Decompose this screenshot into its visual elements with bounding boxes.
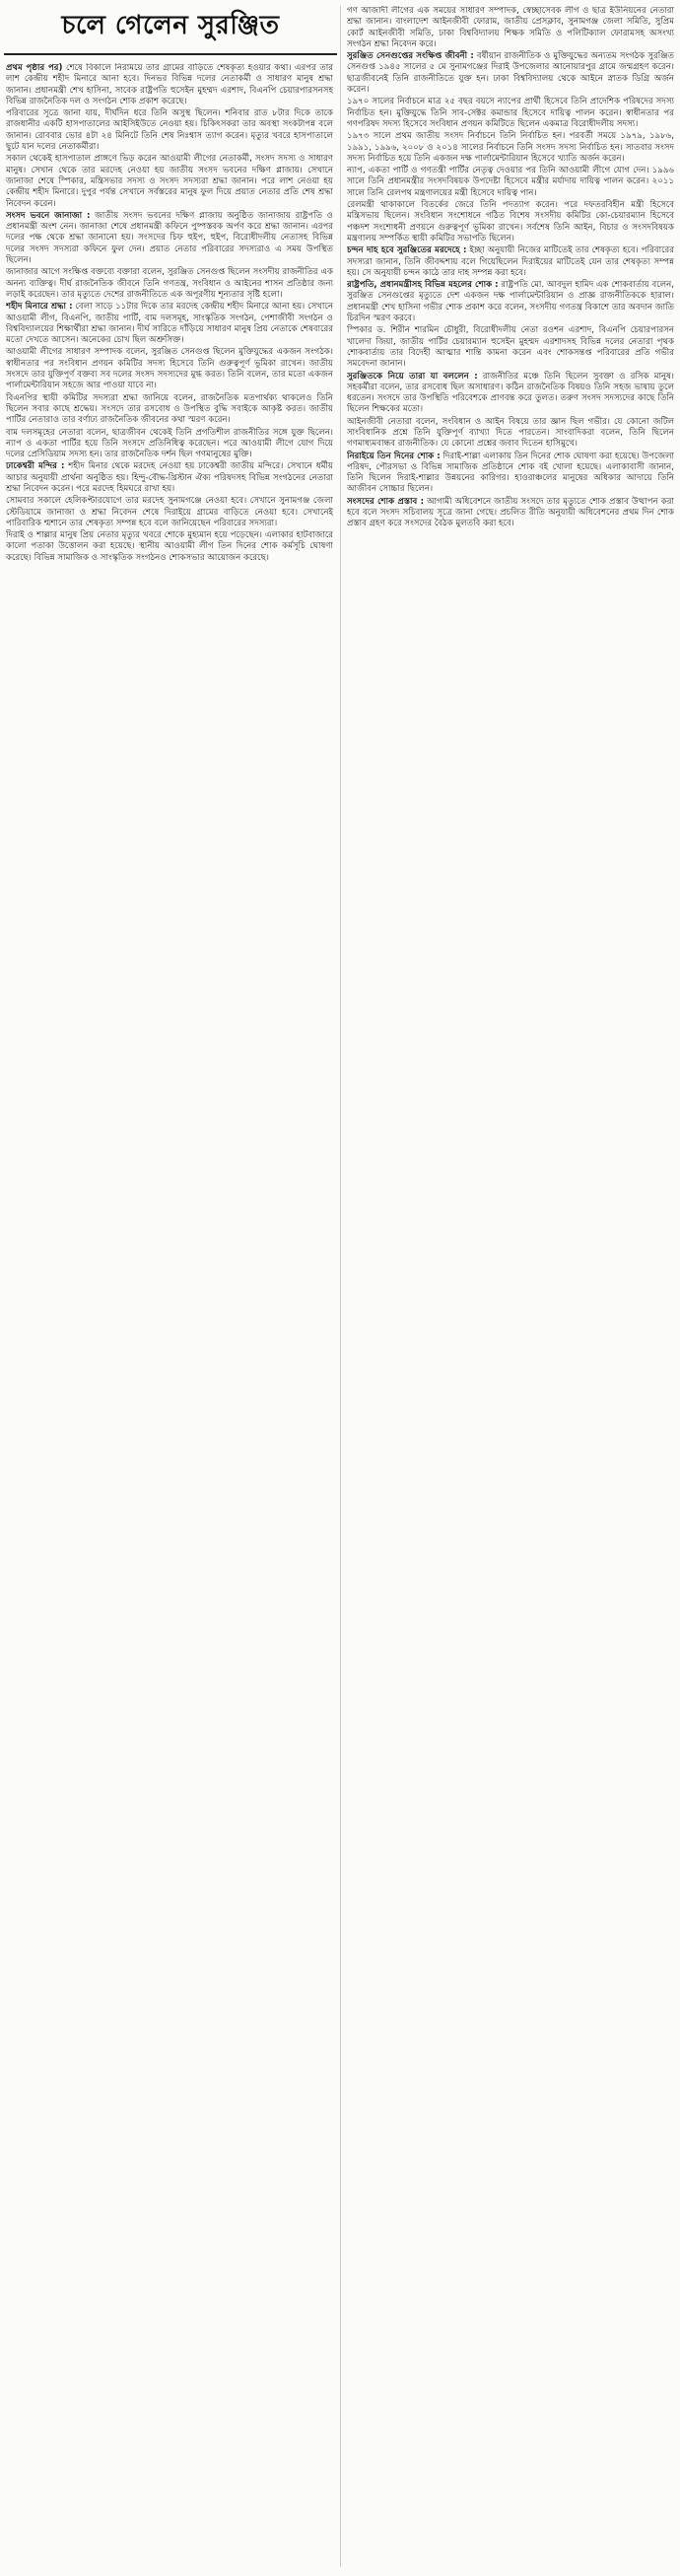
subheading: সুরঞ্জিতকে নিয়ে তারা যা বললেন : bbox=[347, 371, 478, 382]
article-paragraph bbox=[6, 154, 333, 209]
paragraph-text: আগামী অধিবেশনে জাতীয় সংসদে তার মৃত্যুতে শোক প্রস্তাব উত্থাপন করা হবে বলে সংসদ সচিবালয় সূত্রে জানা গেছে। প্রচলিত রীতি অনুযায়ী অধিবেশনের প্রথম দিন শোক প্রস্তাব গ্রহণ করে সংসদের বৈঠক মুলতবি করা হবে। bbox=[347, 496, 674, 529]
article-paragraph bbox=[6, 302, 333, 346]
subheading: প্রথম পৃষ্ঠার পর) bbox=[6, 63, 63, 73]
article-paragraph bbox=[347, 131, 674, 165]
paragraph-text: আইনজীবী নেতারা বলেন, সংবিধান ও আইন বিষয়ে তার জ্ঞান ছিল গভীর। যে কোনো জটিল সাংবিধানিক প্রশ্নে তিনি যুক্তিপূর্ণ ব্যাখ্যা দিতে পারতেন। সাংবাদিকরা বলেন, তিনি ছিলেন গণমাধ্যমবান্ধব রাজনীতিক। যে কোনো প্রশ্নের জবাব দিতেন হাসিমুখে। bbox=[347, 416, 674, 450]
paragraph-text: গণ আজাদী লীগের এক সময়ের সাধারণ সম্পাদক, স্বেচ্ছাসেবক লীগ ও ছাত্র ইউনিয়নের নেতারা শ্রদ্ধা জানান। বাংলাদেশ আইনজীবী ফোরাম, জাতীয় প্রেসক্লাব, সুনামগঞ্জ জেলা সমিতি, সুপ্রিম কোর্ট আইনজীবী সমিতি, ঢাকা বিশ্ববিদ্যালয় শিক্ষক সমিতি ও পলিটিক্যাল ফোরামসহ অসংখ্য সংগঠন শ্রদ্ধা নিবেদন করে। bbox=[347, 6, 674, 49]
paragraph-text: সকাল থেকেই হাসপাতাল প্রাঙ্গণে ভিড় করেন আওয়ামী লীগের নেতাকর্মী, সংসদ সদস্য ও সাধারণ মানুষ। সেখান থেকে তার মরদেহ নেওয়া হয় জাতীয় সংসদ ভবনের দক্ষিণ প্লাজায়। সেখানে জানাজা শেষে স্পিকার, মন্ত্রিসভার সদস্য ও সংসদ সদস্যরা শ্রদ্ধা জানান। পরে লাশ নেওয়া হয় কেন্দ্রীয় শহীদ মিনারে। দুপুর পর্যন্ত সেখানে সর্বস্তরের মানুষ ফুল দিয়ে প্রয়াত নেতার প্রতি শেষ শ্রদ্ধা নিবেদন করেন। bbox=[6, 154, 333, 209]
paragraph-text: দিরাই ও শাল্লার মানুষ প্রিয় নেতার মৃত্যুর খবরে শোকে মুহ্যমান হয়ে পড়েছেন। এলাকার হাটবাজারে কালো পতাকা উত্তোলন করা হয়েছে। স্থানীয় আওয়ামী লীগ তিন দিনের শোক কর্মসূচি ঘোষণা করেছে। বিভিন্ন সামাজিক ও সাংস্কৃতিক সংগঠনও শোকসভার আয়োজন করেছে। bbox=[6, 530, 333, 563]
subheading: ঢাকেশ্বরী মন্দির : bbox=[6, 461, 65, 472]
paragraph-text: শহীদ মিনার থেকে মরদেহ নেওয়া হয় ঢাকেশ্বরী জাতীয় মন্দিরে। সেখানে ধর্মীয় আচার অনুযায়ী প্রার্থনা অনুষ্ঠিত হয়। হিন্দু-বৌদ্ধ-খ্রিস্টান ঐক্য পরিষদসহ বিভিন্ন সংগঠনের নেতারা শ্রদ্ধা নিবেদন করেন। পরে মরদেহ হিমঘরে রাখা হয়। bbox=[6, 461, 333, 494]
paragraph-text: স্পিকার ড. শিরীন শারমিন চৌধুরী, বিরোধীদলীয় নেতা রওশন এরশাদ, বিএনপি চেয়ারপারসন খালেদা জিয়া, জাতীয় পার্টির চেয়ারম্যান হুসেইন মুহম্মদ এরশাদসহ বিভিন্ন দলের নেতারা পৃথক শোকবার্তায় তার বিদেহী আত্মার শান্তি কামনা করেন এবং শোকসন্তপ্ত পরিবারের প্রতি গভীর সমবেদনা জানান। bbox=[347, 325, 674, 370]
paragraph-text: ১৯৭০ সালের নির্বাচনে মাত্র ২৫ বছর বয়সে ন্যাপের প্রার্থী হিসেবে তিনি প্রাদেশিক পরিষদের সদস্য নির্বাচিত হন। মুক্তিযুদ্ধে তিনি সাব-সেক্টর কমান্ডার হিসেবে দায়িত্ব পালন করেন। স্বাধীনতার পর গণপরিষদ সদস্য হিসেবে সংবিধান প্রণয়ন কমিটিতে ছিলেন একমাত্র বিরোধীদলীয় সদস্য। bbox=[347, 97, 674, 129]
subheading: শহীদ মিনারে শ্রদ্ধা : bbox=[6, 302, 73, 313]
subheading: সুরঞ্জিত সেনগুপ্তের সংক্ষিপ্ত জীবনী : bbox=[347, 51, 474, 62]
paragraph-text: রাজনীতির মঞ্চে তিনি ছিলেন সুবক্তা ও রসিক মানুষ। সহকর্মীরা বলেন, তার রসবোধ ছিল অসাধারণ। কঠিন রাজনৈতিক বিষয়ও তিনি সহজ ভাষায় তুলে ধরতেন। সংসদে তার উপস্থিতি পরিবেশকে প্রাণবন্ত করে তুলত। তরুণ সংসদ সদস্যদের কাছে তিনি ছিলেন শিক্ষকের মতো। bbox=[347, 371, 674, 415]
paragraph-text: ইচ্ছা অনুযায়ী নিজের মাটিতেই তার শেষকৃত্য হবে। পরিবারের সদস্যরা জানান, তিনি জীবদ্দশায় বলে গিয়েছিলেন দিরাইয়ের মাটিতেই যেন তার শেষকৃত্য সম্পন্ন হয়। সে অনুযায়ী চন্দন কাঠে তার দাহ সম্পন্ন করা হবে। bbox=[347, 245, 674, 278]
subheading: সংসদের শোক প্রস্তাব : bbox=[347, 496, 425, 507]
paragraph-text: বিএনপির স্থায়ী কমিটির সদস্যরা শ্রদ্ধা জানিয়ে বলেন, রাজনৈতিক মতপার্থক্য থাকলেও তিনি ছিলেন সবার কাছে শ্রদ্ধেয়। সংসদে তার রসবোধ ও উপস্থিত বুদ্ধি সবাইকে আকৃষ্ট করত। জাতীয় পার্টির নেতারাও তার বর্ণাঢ্য রাজনৈতিক জীবনের কথা স্মরণ করেন। bbox=[6, 392, 333, 426]
left-column bbox=[6, 63, 333, 2567]
article-paragraph bbox=[347, 200, 674, 244]
paragraph-text: ন্যাপ, একতা পার্টি ও গণতন্ত্রী পার্টির নেতৃত্ব দেওয়ার পর তিনি আওয়ামী লীগে যোগ দেন। ১৯৯৬ সালে তিনি প্রধানমন্ত্রীর সংসদবিষয়ক উপদেষ্টা হিসেবে মন্ত্রীর মর্যাদায় দায়িত্ব পালন করেন। ২০১১ সালে তিনি রেলপথ মন্ত্রণালয়ের মন্ত্রী হিসেবে দায়িত্ব পান। bbox=[347, 166, 674, 198]
paragraph-text: সোমবার সকালে হেলিকপ্টারযোগে তার মরদেহ সুনামগঞ্জে নেওয়া হবে। সেখানে সুনামগঞ্জ জেলা স্টেডিয়ামে জানাজা ও শ্রদ্ধা নিবেদন শেষে দিরাইয়ে গ্রামের বাড়িতে নেওয়া হবে। সেখানেই পারিবারিক শ্মশানে তার শেষকৃত্য সম্পন্ন হবে বলে জানিয়েছেন পরিবারের সদস্যরা। bbox=[6, 496, 333, 528]
paragraph-text: ১৯৭৩ সালে প্রথম জাতীয় সংসদ নির্বাচনে তিনি নির্বাচিত হন। পরবর্তী সময়ে ১৯৭৯, ১৯৮৬, ১৯৯১, ১৯৯৬, ২০০৮ ও ২০১৪ সালের নির্বাচনে তিনি সংসদ সদস্য নির্বাচিত হন। সাতবার সংসদ সদস্য নির্বাচিত হয়ে তিনি একজন দক্ষ পার্লামেন্টারিয়ান হিসেবে খ্যাতি অর্জন করেন। bbox=[347, 131, 674, 164]
paragraph-text: শেষে বিকালে নিরাময়ে তার গ্রামের বাড়িতে শেষকৃত্য হওয়ার কথা। এরপর তার লাশ কেন্দ্রীয় শহীদ মিনারে আনা হবে। দিনভর বিভিন্ন দলের নেতাকর্মী ও সাধারণ মানুষ শ্রদ্ধা জানান। প্রধানমন্ত্রী শেখ হাসিনা, সাবেক রাষ্ট্রপতি হুসেইন মুহম্মদ এরশাদ, বিএনপি চেয়ারপারসনসহ বিভিন্ন রাজনৈতিক দল ও সংগঠন শোক প্রকাশ করেছে। bbox=[6, 63, 333, 106]
paragraph-text: জানাজার আগে সংক্ষিপ্ত বক্তব্যে বক্তারা বলেন, সুরঞ্জিত সেনগুপ্ত ছিলেন সংসদীয় রাজনীতির এক অনন্য ব্যক্তিত্ব। দীর্ঘ রাজনৈতিক জীবনে তিনি গণতন্ত্র, সংবিধান ও আইনের শাসন প্রতিষ্ঠার জন্য লড়াই করেছেন। তার মৃত্যুতে দেশের রাজনীতিতে এক অপূরণীয় শূন্যতার সৃষ্টি হলো। bbox=[6, 267, 333, 300]
article-paragraph bbox=[347, 452, 674, 496]
article-paragraph bbox=[347, 51, 674, 96]
article-paragraph bbox=[6, 393, 333, 427]
right-column bbox=[347, 6, 674, 2567]
article-paragraph bbox=[6, 496, 333, 529]
headline: চলে গেলেন সুরঞ্জিত bbox=[61, 11, 280, 40]
article-paragraph bbox=[347, 417, 674, 451]
article-paragraph bbox=[347, 325, 674, 370]
article-paragraph bbox=[6, 108, 333, 153]
column-divider bbox=[340, 6, 341, 2567]
paragraph-text: পরিবারের সূত্রে জানা যায়, দীর্ঘদিন ধরে তিনি অসুস্থ ছিলেন। শনিবার রাত ৮টার দিকে তাকে রাজধানীর একটি হাসপাতালের আইসিইউতে নেওয়া হয়। চিকিৎসকরা তার অবস্থা সংকটাপন্ন বলে জানান। রোববার ভোর ৪টা ২৪ মিনিটে তিনি শেষ নিঃশ্বাস ত্যাগ করেন। মৃত্যুর খবরে হাসপাতালে ছুটে যান দলের নেতাকর্মীরা। bbox=[6, 108, 333, 153]
subheading: সংসদ ভবনে জানাজা : bbox=[6, 210, 91, 221]
subheading: নিরাইয়ে তিন দিনের শোক : bbox=[347, 451, 441, 461]
headline-rule bbox=[4, 53, 337, 55]
article-paragraph bbox=[6, 428, 333, 461]
article-paragraph bbox=[6, 530, 333, 564]
article-paragraph bbox=[347, 6, 674, 50]
paragraph-text: রাষ্ট্রপতি মো. আবদুল হামিদ এক শোকবার্তায় বলেন, সুরঞ্জিত সেনগুপ্তের মৃত্যুতে দেশ একজন দক্ষ পার্লামেন্টারিয়ান ও প্রাজ্ঞ রাজনীতিককে হারাল। প্রধানমন্ত্রী শেখ হাসিনা গভীর শোক প্রকাশ করে বলেন, সংসদীয় গণতন্ত্র বিকাশে তার অবদান জাতি চিরদিন স্মরণ করবে। bbox=[347, 280, 674, 324]
paragraph-text: বর্ষীয়ান রাজনীতিক ও মুক্তিযুদ্ধের অন্যতম সংগঠক সুরঞ্জিত সেনগুপ্ত ১৯৪৫ সালের ৫ মে সুনামগঞ্জের দিরাই উপজেলার আনোয়ারপুর গ্রামে জন্মগ্রহণ করেন। ছাত্রজীবনেই তিনি রাজনীতিতে যুক্ত হন। ঢাকা বিশ্ববিদ্যালয় থেকে আইনে স্নাতক ডিগ্রি অর্জন করেন। bbox=[347, 51, 674, 96]
article-paragraph bbox=[347, 166, 674, 199]
article-paragraph bbox=[347, 280, 674, 324]
paragraph-text: রেলমন্ত্রী থাকাকালে বিতর্কের জেরে তিনি পদত্যাগ করেন। পরে দফতরবিহীন মন্ত্রী হিসেবে মন্ত্রিসভায় ছিলেন। সংবিধান সংশোধনে গঠিত বিশেষ সংসদীয় কমিটির কো-চেয়ারম্যান হিসেবে পঞ্চদশ সংশোধনী প্রণয়নে গুরুত্বপূর্ণ ভূমিকা রাখেন। সর্বশেষ তিনি আইন, বিচার ও সংসদবিষয়ক মন্ত্রণালয় সম্পর্কিত স্থায়ী কমিটির সভাপতি ছিলেন। bbox=[347, 200, 674, 244]
article-paragraph bbox=[347, 245, 674, 279]
paragraph-text: জাতীয় সংসদ ভবনের দক্ষিণ প্লাজায় অনুষ্ঠিত জানাজায় রাষ্ট্রপতি ও প্রধানমন্ত্রী অংশ নেন। জানাজা শেষে প্রধানমন্ত্রী কফিনে পুষ্পস্তবক অর্পণ করে শ্রদ্ধা জানান। এরপর দলের পক্ষ থেকে শ্রদ্ধা জানানো হয়। সংসদের চিফ হুইপ, হুইপ, বিরোধীদলীয় নেতাসহ বিভিন্ন দলের সংসদ সদস্যরা কফিনে ফুল দেন। প্রয়াত নেতার পরিবারের সদস্যরাও এ সময় উপস্থিত ছিলেন। bbox=[6, 210, 333, 266]
article-paragraph bbox=[6, 211, 333, 266]
article-paragraph bbox=[347, 372, 674, 416]
paragraph-text: বেলা সাড়ে ১১টার দিকে তার মরদেহ কেন্দ্রীয় শহীদ মিনারে আনা হয়। সেখানে আওয়ামী লীগ, বিএনপি, জাতীয় পার্টি, বাম দলসমূহ, সাংস্কৃতিক সংগঠন, পেশাজীবী সংগঠন ও বিশ্ববিদ্যালয়ের শিক্ষার্থীরা শ্রদ্ধা জানান। দীর্ঘ সারিতে দাঁড়িয়ে সাধারণ মানুষ প্রিয় নেতাকে শেষবারের মতো দেখতে আসেন। অনেকের চোখ ছিল অশ্রুসিক্ত। bbox=[6, 302, 333, 346]
article-paragraph bbox=[6, 63, 333, 107]
paragraph-text: দিরাই-শাল্লা এলাকায় তিন দিনের শোক ঘোষণা করা হয়েছে। উপজেলা পরিষদ, পৌরসভা ও বিভিন্ন সামাজিক প্রতিষ্ঠানে শোক বই খোলা হয়েছে। এলাকাবাসী জানান, তিনি ছিলেন দিরাই-শাল্লার উন্নয়নের কারিগর। হাওরাঞ্চলের মানুষের অধিকার আদায়ে তিনি আজীবন সোচ্চার ছিলেন। bbox=[347, 451, 674, 495]
article-paragraph bbox=[6, 347, 333, 391]
article-paragraph bbox=[6, 461, 333, 495]
article-paragraph bbox=[347, 97, 674, 130]
subheading: চন্দন দাহ হবে সুরঞ্জিতের মরদেহে : bbox=[347, 245, 467, 256]
paragraph-text: আওয়ামী লীগের সাধারণ সম্পাদক বলেন, সুরঞ্জিত সেনগুপ্ত ছিলেন মুক্তিযুদ্ধের একজন সংগঠক। স্বাধীনতার পর সংবিধান প্রণয়ন কমিটির সদস্য হিসেবে তিনি গুরুত্বপূর্ণ ভূমিকা রাখেন। জাতীয় সংসদে তার যুক্তিপূর্ণ বক্তব্য সব দলের সংসদ সদস্যদের মুগ্ধ করত। তিনি বলেন, তার মতো একজন পার্লামেন্টারিয়ান সহজে আর পাওয়া যাবে না। bbox=[6, 347, 333, 391]
paragraph-text: বাম দলসমূহের নেতারা বলেন, ছাত্রজীবন থেকেই তিনি প্রগতিশীল রাজনীতির সঙ্গে যুক্ত ছিলেন। ন্যাপ ও একতা পার্টির হয়ে তিনি সংসদে প্রতিনিধিত্ব করেছেন। পরে আওয়ামী লীগে যোগ দিয়ে দলের প্রেসিডিয়াম সদস্য হন। তার রাজনৈতিক দর্শন ছিল গণমানুষের মুক্তি। bbox=[6, 427, 333, 460]
subheading: রাষ্ট্রপতি, প্রধানমন্ত্রীসহ বিভিন্ন মহলের শোক : bbox=[347, 280, 499, 291]
article-paragraph bbox=[6, 267, 333, 301]
article-paragraph bbox=[347, 497, 674, 530]
